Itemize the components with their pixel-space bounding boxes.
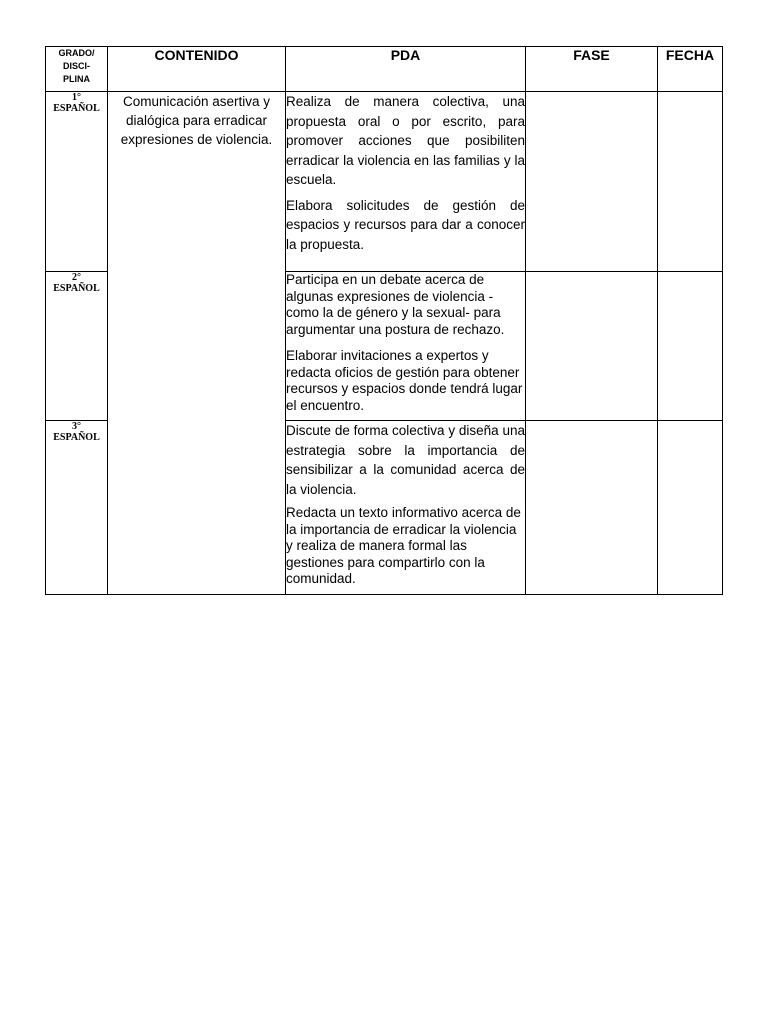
- phase-cell-1: [526, 92, 658, 272]
- header-grade-line-2: DISCI-: [63, 61, 90, 71]
- grade-cell-3: [46, 421, 108, 595]
- grade-number: 2°: [72, 272, 81, 283]
- header-pda: PDA: [286, 47, 526, 92]
- grade-cell-1: [46, 92, 108, 272]
- discipline-label: ESPAÑOL: [53, 432, 100, 443]
- header-grade-line-3: PLINA: [63, 74, 90, 84]
- pda-cell-1: [286, 92, 526, 272]
- pda-text: Participa en un debate acerca de algunas expresiones de violencia -como la de género y la sexual- para argumentar una postura de rechazo.: [286, 272, 505, 337]
- pda-cell-2: [286, 272, 526, 421]
- header-date: FECHA: [658, 47, 723, 92]
- header-grade-line-1: GRADO/: [58, 48, 95, 58]
- header-grade-discipline: [46, 47, 108, 92]
- grade-number: 1°: [72, 92, 81, 103]
- phase-cell-2: [526, 272, 658, 421]
- date-cell-1: [658, 92, 723, 272]
- header-phase: FASE: [526, 47, 658, 92]
- phase-cell-3: [526, 421, 658, 595]
- discipline-label: ESPAÑOL: [53, 283, 100, 294]
- date-cell-2: [658, 272, 723, 421]
- pda-text: Redacta un texto informativo acerca de la importancia de erradicar la violencia y realiza de manera formal las gestiones para compartirlo con la comunidad.: [286, 505, 521, 586]
- pda-text: Discute de forma colectiva y diseña una estrategia sobre la importancia de sensibilizar a la comunidad acerca de la violencia.: [286, 423, 525, 497]
- planning-table: [45, 46, 723, 595]
- discipline-label: ESPAÑOL: [53, 103, 100, 114]
- pda-text: Realiza de manera colectiva, una propuesta oral o por escrito, para promover acciones que posibiliten erradicar la violencia en las familias y la escuela.: [286, 94, 525, 187]
- pda-cell-3: [286, 421, 526, 595]
- content-cell: Comunicación asertiva y dialógica para erradicar expresiones de violencia.: [108, 92, 286, 595]
- header-content: CONTENIDO: [108, 47, 286, 92]
- date-cell-3: [658, 421, 723, 595]
- grade-cell-2: [46, 272, 108, 421]
- table-row-grade-1: [46, 92, 723, 272]
- pda-text: Elaborar invitaciones a expertos y redacta oficios de gestión para obtener recursos y espacios donde tendrá lugar el encuentro.: [286, 348, 523, 413]
- pda-text: Elabora solicitudes de gestión de espacios y recursos para dar a conocer la propuesta.: [286, 197, 525, 252]
- grade-number: 3°: [72, 421, 81, 432]
- header-row: [46, 47, 723, 92]
